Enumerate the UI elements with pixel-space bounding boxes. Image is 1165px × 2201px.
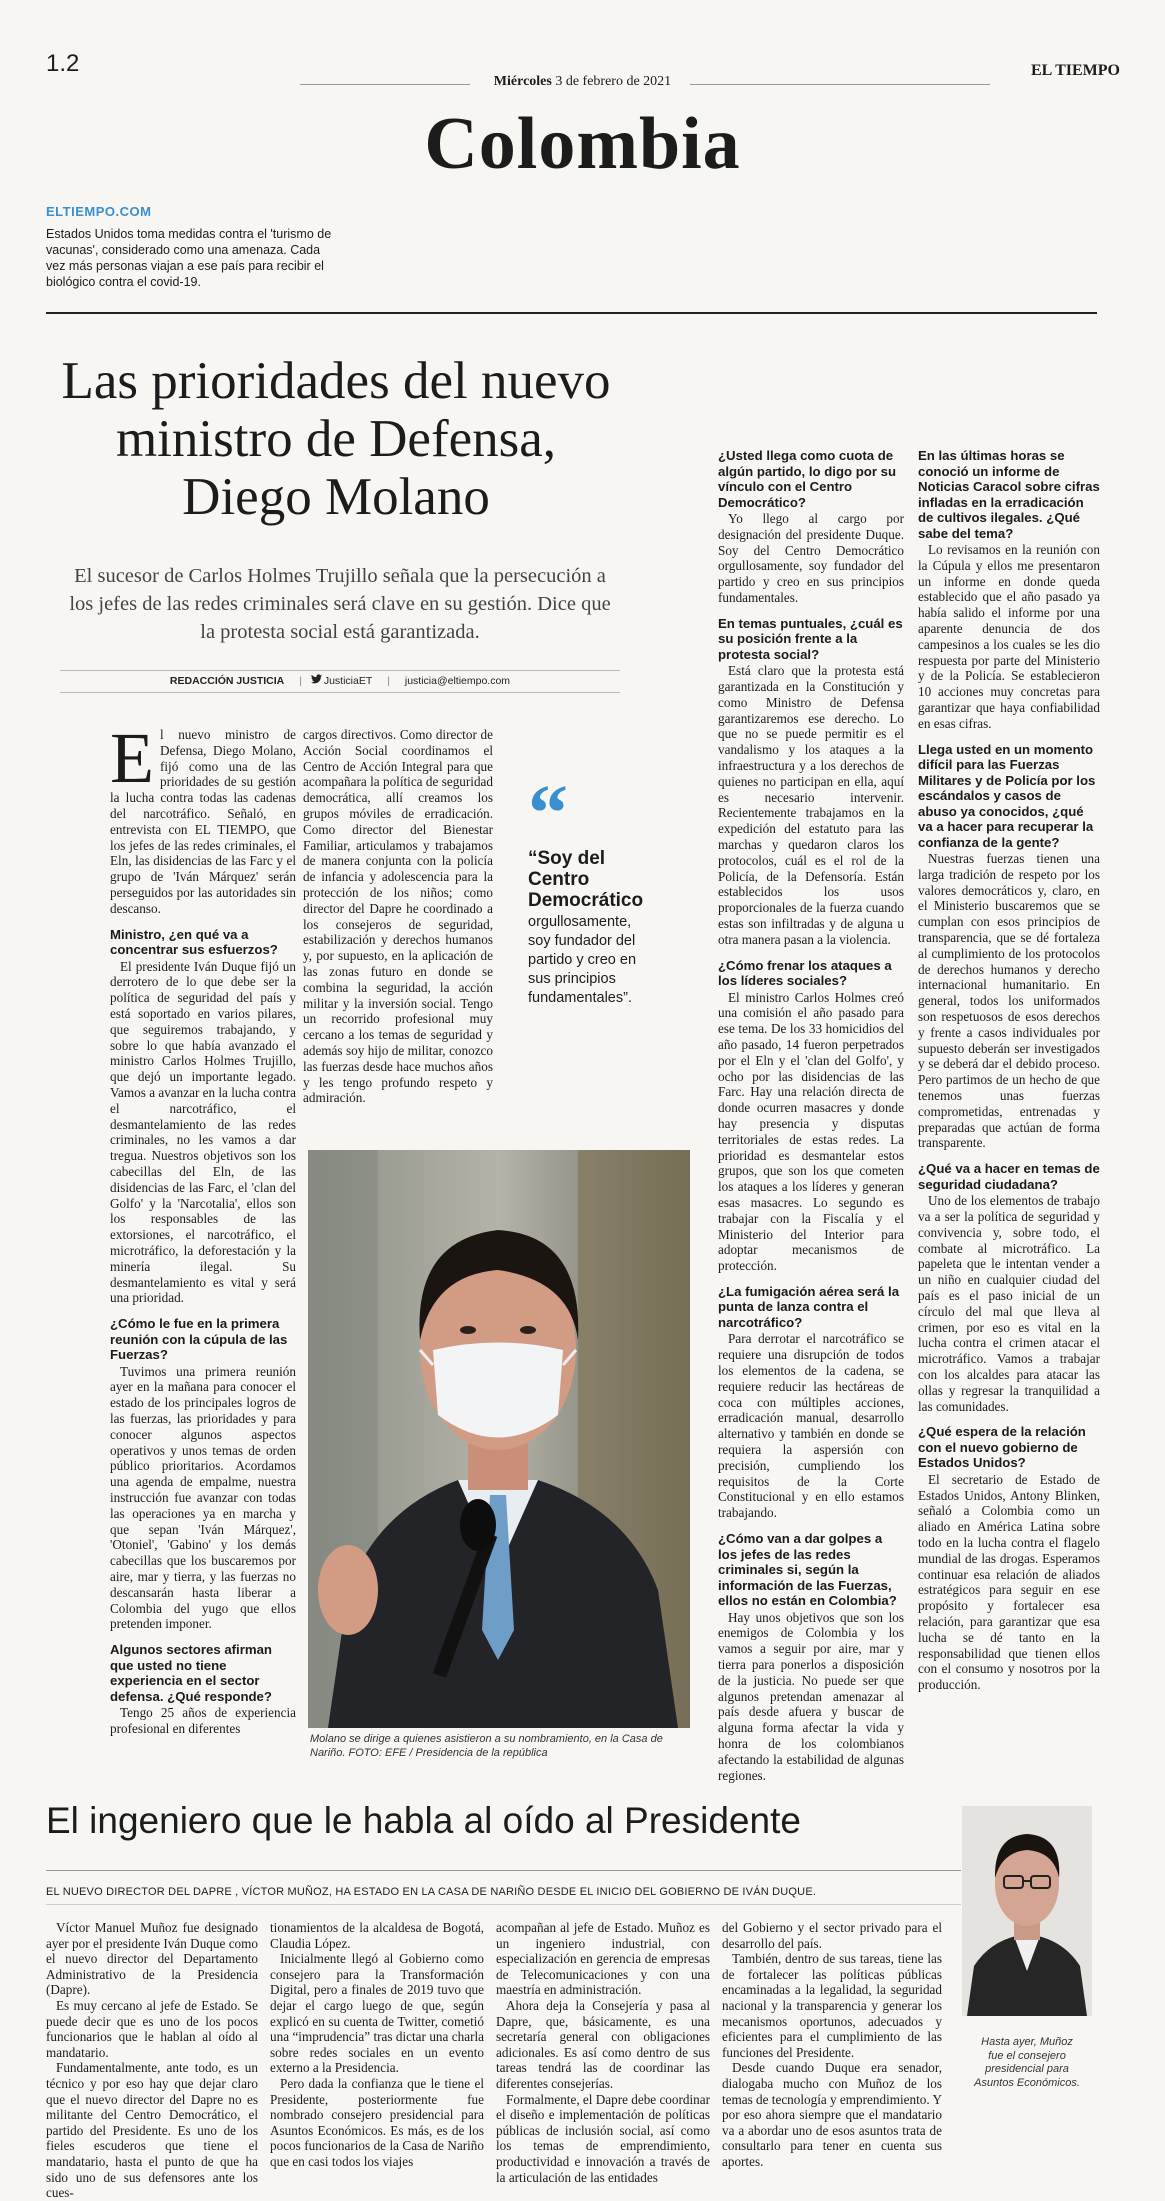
date-rule-right: [690, 84, 990, 85]
paragraph: Fundamentalmente, ante todo, es un técnico y por eso hay que dejar claro que el nuevo director del Dapre no es militante del Centro Democrático, el partido del Presidente. Es uno de los fieles escuderos que tiene el mandatario, hasta el punto de que ha sido uno de sus defensores ante los cues-: [46, 2060, 258, 2201]
pull-quote: [528, 770, 656, 1008]
sidebar-column-4: [722, 1920, 942, 2170]
question: ¿Usted llega como cuota de algún partido, lo digo por su vínculo con el Centro Democrático?: [718, 448, 897, 510]
article-column-4: [918, 448, 1100, 1693]
paragraph: Víctor Manuel Muñoz fue designado ayer por el presidente Iván Duque como el nuevo director del Departamento Administrativo de la Presidencia (Dapre).: [46, 1920, 258, 1998]
drop-cap: E: [110, 718, 154, 798]
question: ¿Cómo le fue en la primera reunión con la cúpula de las Fuerzas?: [110, 1316, 288, 1363]
pull-quote-title: “Soy del Centro Democrático: [528, 848, 644, 911]
quote-mark-icon: “: [528, 770, 568, 858]
question: En temas puntuales, ¿cuál es su posición frente a la protesta social?: [718, 615, 903, 662]
article-column-3: [718, 448, 904, 1783]
answer: Para derrotar el narcotráfico se requiere una disrupción de todos los elementos de la cadena, se requiere reducir las hectáreas de coca con múltiples acciones, erradicación manual, desarrollo alternativo y también en donde se requiera la aspersión con precisión, cumpliendo los requisitos de la Corte Constitucional y en ello estamos trabajando.: [718, 1331, 904, 1521]
byline: [60, 674, 620, 687]
date-weekday: Miércoles: [493, 74, 552, 89]
paragraph: acompañan al jefe de Estado. Muñoz es un ingeniero industrial, con especialización en gerencia de empresas de Telecomunicaciones y con una maestría en administración.: [496, 1920, 710, 1998]
byline-separator: |: [299, 675, 302, 687]
sidebar-column-2: [270, 1920, 484, 2170]
answer: Lo revisamos en la reunión con la Cúpula y ellos me presentaron un informe en donde queda establecido que el año pasado ya había salido el informe por una aparente denuncia de dos campesinos a los cuales se les dio respuesta por parte del Ministerio y de la Policía. Se establecieron 10 acciones muy concretas para garantizar que haya confiabilidad en esas cifras.: [918, 542, 1100, 731]
sidebar-rule-2: [46, 1904, 961, 1905]
article-column-2: [303, 727, 493, 1106]
byline-separator: |: [387, 675, 390, 687]
pull-quote-body: orgullosamente, soy fundador del partido y creo en sus principios fundamentales”.: [528, 914, 637, 1006]
question: ¿Qué espera de la relación con el nuevo gobierno de Estados Unidos?: [918, 1424, 1086, 1471]
question: ¿Cómo van a dar golpes a los jefes de las redes criminales si, según la información de las Fuerzas, ellos no están en Colombia?: [718, 1531, 897, 1609]
answer: Uno de los elementos de trabajo va a ser la política de seguridad y convivencia y, sobre todo, el combate al microtráfico. La papeleta que le intentan vender a un niño en cualquier ciudad del país es el paso inicial de un círculo del mal que lleva al crimen, por eso es vital en la lucha contra el crimen atacar el microtráfico. Vamos a trabajar con los alcaldes para atacar las ollas y regresar la tranquilidad a las comunidades.: [918, 1193, 1100, 1414]
twitter-icon: [311, 675, 322, 687]
answer: Nuestras fuerzas tienen una larga tradición de respeto por los valores democráticos y, claro, en el Ministerio buscaremos que se cumplan con esos principios de transparencia, que se dé fortaleza al cumplimiento de los protocolos de derechos humanos y derecho internacional humanitario. En general, todos los uniformados son respetuosos de esos derechos y frente a casos individuales por supuesto deberán ser investigados y se deberá dar el debido proceso. Pero partimos de un hecho de que tenemos unas fuerzas comprometidas, entrenadas y preparadas que actúan de forma transparente.: [918, 851, 1100, 1151]
section-title: Colombia: [424, 103, 741, 185]
question: ¿Qué va a hacer en temas de seguridad ciudadana?: [918, 1161, 1100, 1192]
byline-desk: REDACCIÓN JUSTICIA: [169, 675, 285, 687]
article-column-1: [110, 718, 296, 1737]
sidebar-column-3: [496, 1920, 710, 2185]
byline-rule-bottom: [60, 692, 620, 693]
answer: El presidente Iván Duque fijó un derrotero de lo que debe ser la política de seguridad del país y está soportado en varios pilares, que seguiremos trabajando, y sobre lo que había avanzado el ministro Carlos Holmes Trujillo, que dejó un importante legado. Vamos a avanzar en la lucha contra el narcotráfico, el desmantelamiento de las redes criminales, no les vamos a dar tregua. Nuestros objetivos son los cabecillas del Eln, de las disidencias de las Farc, el 'clan del Golfo' y la 'Narcotalia', ellos son los responsables de las extorsiones, el narcotráfico, el microtráfico, la deforestación y la minería ilegal. Su desmantelamiento es vital y será una prioridad.: [110, 958, 296, 1306]
page-number: 1.2: [46, 50, 80, 77]
publication-date: [400, 74, 765, 90]
byline-email[interactable]: justicia@eltiempo.com: [404, 675, 511, 687]
date-text: 3 de febrero de 2021: [551, 74, 672, 89]
byline-rule-top: [60, 670, 620, 671]
paragraph: Es muy cercano al jefe de Estado. Se puede decir que es uno de los pocos funcionarios que le hablan al oído al mandatario.: [46, 1997, 258, 2060]
paragraph: Pero dada la confianza que le tiene el Presidente, posteriormente fue nombrado consejero presidencial para Asuntos Económicos. Es más, es de los pocos funcionarios de la Casa de Nariño que en casi todos los viajes: [270, 2075, 484, 2169]
question: ¿La fumigación aérea será la punta de lanza contra el narcotráfico?: [718, 1283, 900, 1330]
minister-photo: [308, 1150, 690, 1728]
article-intro: El nuevo ministro de Defensa, Diego Molano, fijó como una de las prioridades de su gestión la lucha contra todas las cadenas del narcotráfico. Señaló, en entrevista con EL TIEMPO, que los jefes de las redes criminales, el Eln, las disidencias de las Farc y el grupo de 'Iván Márquez' serán perseguidos por las autoridades sin descanso.: [110, 718, 296, 916]
web-promo-text[interactable]: Estados Unidos toma medidas contra el 'turismo de vacunas', considerado como una amenaza. Cada vez más personas viajan a ese país para recibir el biológico contra el covid-19.: [46, 227, 332, 289]
answer: Tengo 25 años de experiencia profesional en diferentes: [110, 1705, 296, 1736]
answer: Yo llego al cargo por designación del presidente Duque. Soy del Centro Democrático orgullosamente, soy fundador del partido y creo en sus principios fundamentales.: [718, 511, 904, 605]
photo-caption: Molano se dirige a quienes asistieron a su nombramiento, en la Casa de Nariño. FOTO: EFE / Presidencia de la república: [310, 1733, 663, 1759]
paragraph: del Gobierno y el sector privado para el desarrollo del país.: [722, 1920, 942, 1951]
paragraph: Formalmente, el Dapre debe coordinar el diseño e implementación de políticas públicas de inclusión social, así como los temas de emprendimiento, productividad e innovación a través de la articulación de las entidades: [496, 2091, 710, 2185]
munoz-photo: [962, 1806, 1092, 2016]
answer-continued: cargos directivos. Como director de Acción Social coordinamos el Centro de Acción Integral para que acompañara la política de seguridad democrática, allí creamos los grupos móviles de erradicación. Como director del Bienestar Familiar, articulamos y trabajamos de manera conjunta con la policía de infancia y adolescencia para la protección de los niños; como director del Dapre he coordinado a los consejeros de seguridad, estabilización y derechos humanos y, por supuesto, en la aplicación de las zonas futuro en donde se combina la seguridad, la acción militar y la inversión social. Tengo un recorrido profesional muy cercano a los temas de seguridad y además soy hijo de militar, conozco las fuerzas desde hace muchos años y les tengo profundo respeto y admiración.: [303, 727, 493, 1106]
paragraph: Inicialmente llegó al Gobierno como consejero para la Transformación Digital, pero a finales de 2019 tuvo que dejar el cargo luego de que, según explicó en su cuenta de Twitter, cometió una “imprudencia” tras dictar una charla sobre redes sociales en un evento externo a la Presidencia.: [270, 1951, 484, 2076]
sidebar-kicker: EL NUEVO DIRECTOR DEL DAPRE , VÍCTOR MUÑOZ, HA ESTADO EN LA CASA DE NARIÑO DESDE EL INICIO DEL GOBIERNO DE IVÁN DUQUE.: [46, 1886, 817, 1898]
munoz-photo-caption: Hasta ayer, Muñoz fue el consejero presidencial para Asuntos Económicos.: [974, 2036, 1080, 2089]
paragraph: También, dentro de sus tareas, tiene las de fortalecer las políticas públicas encaminadas a la legalidad, la seguridad nacional y la transparencia y generar los mecanismos oportunos, adecuados y eficientes para el cumplimiento de las funciones del Presidente.: [722, 1951, 942, 2060]
question: En las últimas horas se conoció un informe de Noticias Caracol sobre cifras infladas en la erradicación de cultivos ilegales. ¿Qué sabe del tema?: [918, 448, 1100, 541]
paragraph: Ahora deja la Consejería y pasa al Dapre, que, básicamente, es una secretaría general con obligaciones adicionales. Es así como dentro de sus tareas tendrá las de coordinar las diferentes consejerías.: [496, 1997, 710, 2091]
byline-twitter[interactable]: JusticiaET: [323, 675, 373, 687]
paragraph: Desde cuando Duque era senador, dialogaba mucho con Muñoz de los temas de tecnología y emprendimiento. Y por eso ahora siempre que el mandatario va a abordar uno de esos asuntos trata de consultarlo para tener en cuenta sus aportes.: [722, 2060, 942, 2169]
question: ¿Cómo frenar los ataques a los líderes sociales?: [718, 957, 892, 989]
header-divider: [46, 312, 1097, 314]
question: Algunos sectores afirman que usted no tiene experiencia en el sector defensa. ¿Qué responde?: [110, 1642, 272, 1704]
answer: Hay unos objetivos que son los enemigos de Colombia y los vamos a seguir por aire, mar y tierra para ponerlos a disposición de la justicia. No puede ser que algunos pretendan amenazar al país desde afuera y buscar de alguna forma afectar la vida y honra de los colombianos afectando la estabilidad de algunas regiones.: [718, 1609, 904, 1783]
newspaper-brand: EL TIEMPO: [1030, 62, 1120, 79]
article-headline: Las prioridades del nuevo ministro de Defensa, Diego Molano: [61, 352, 611, 526]
sidebar-rule: [46, 1870, 961, 1871]
question: Ministro, ¿en qué va a concentrar sus esfuerzos?: [110, 926, 278, 958]
eltiempo-web-logo[interactable]: ELTIEMPO.COM: [46, 204, 152, 219]
answer: Está claro que la protesta está garantizada en la Constitución y como Ministro de Defensa garantizaremos ese derecho. Lo que no se puede permitir es el vandalismo y los ataques a la infraestructura y a los derechos de quienes no participan en ella, aquí es necesario intervenir. Recientemente trabajamos en la expedición del estatuto para las marchas y quedaron claros los protocolos, cuál es el rol de la Policía, de la Defensoría. Están establecidos los usos proporcionales de la fuerza cuando estas son infiltradas y de alguna u otra manera pasan a la violencia.: [718, 663, 904, 947]
question: Llega usted en un momento difícil para las Fuerzas Militares y de Policía por los escándalos y casos de abuso ya conocidos, ¿qué va a hacer para recuperar la confianza de la gente?: [918, 741, 1096, 850]
article-deck: El sucesor de Carlos Holmes Trujillo señala que la persecución a los jefes de las redes criminales será clave en su gestión. Dice que la protesta social está garantizada.: [69, 565, 611, 643]
answer: Tuvimos una primera reunión ayer en la mañana para conocer el estado de los principales logros de las fuerzas, las prioridades y para conocer algunos aspectos operativos y unos temas de orden público prioritarios. Acordamos una agenda de empalme, nuestra instrucción fue avanzar con todas las operaciones ya en marcha y que sepan 'Iván Márquez', 'Otoniel', 'Gabino' y los demás cabecillas que los buscaremos por aire, mar y tierra, y las fuerzas no descansarán hasta liberar a Colombia del yugo que ellos pretenden imponer.: [110, 1363, 296, 1632]
sidebar-headline: El ingeniero que le habla al oído al Presidente: [46, 1800, 801, 1841]
sidebar-column-1: [46, 1920, 258, 2201]
answer: El secretario de Estado de Estados Unidos, Antony Blinken, señaló a Colombia como un aliado en América Latina sobre todo en la lucha contra el flagelo mundial de las drogas. Esperamos continuar esa relación de aliados estratégicos para seguir en ese propósito y fortalecer esa relación, para garantizar que esa lucha se dé tanto en la responsabilidad que tienen ellos con el consumo y nosotros por la producción.: [918, 1471, 1100, 1693]
paragraph: tionamientos de la alcaldesa de Bogotá, Claudia López.: [270, 1920, 484, 1951]
answer: El ministro Carlos Holmes creó una comisión el año pasado para ese tema. De los 33 homicidios del año pasado, 14 fueron perpetrados por el Eln y el 'clan del Golfo', y ocho por las disidencias de las Farc. Hay una relación directa de donde ocurren masacres y donde hay presencia y disputas territoriales de estas redes. La prioridad es desmantelar estos grupos, que son los que cometen los ataques a los líderes y generan esas masacres. Lo segundo es trabajar con la Fiscalía y el Ministerio del Interior para adoptar mecanismos de protección.: [718, 989, 904, 1274]
